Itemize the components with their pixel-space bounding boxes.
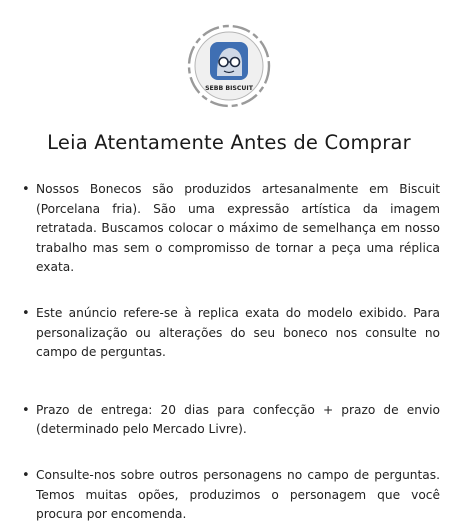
logo-text: SEBB BISCUIT [205, 85, 253, 92]
info-list [22, 180, 440, 525]
brand-logo [187, 24, 271, 108]
page-title: Leia Atentamente Antes de Comprar [47, 131, 411, 154]
list-item: • Prazo de entrega: 20 dias para confecção + prazo de envio (determinado pelo Mercado Livre). [22, 401, 440, 440]
list-item: • Nossos Bonecos são produzidos artesanalmente em Biscuit (Porcelana fria). São uma expressão artística da imagem retratada. Buscamos colocar o máximo de semelhança em nosso trabalho mas sem o compromisso de tornar a peça uma réplica exata. [22, 180, 440, 278]
list-item: • Consulte-nos sobre outros personagens no campo de perguntas. Temos muitas opões, produzimos o personagem que você procura por encomenda. [22, 466, 440, 525]
list-item: • Este anúncio refere-se à replica exata do modelo exibido. Para personalização ou alterações do seu boneco nos consulte no campo de perguntas. [22, 304, 440, 363]
